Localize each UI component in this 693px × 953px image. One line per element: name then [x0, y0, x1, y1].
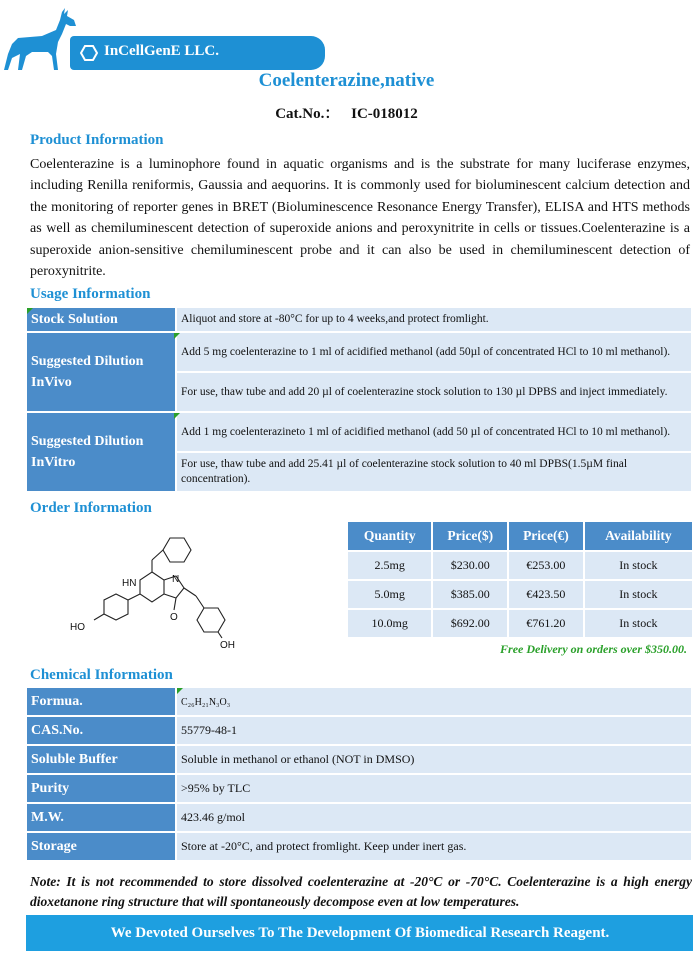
cell: €253.00: [509, 552, 583, 579]
structure-ho-label: HO: [70, 622, 85, 633]
cat-value: IC-018012: [351, 106, 418, 122]
col-price-eur: Price(€): [509, 522, 583, 550]
cas-label: CAS.No.: [27, 717, 175, 744]
buffer-label: Soluble Buffer: [27, 746, 175, 773]
cell: In stock: [585, 552, 692, 579]
purity-label: Purity: [27, 775, 175, 802]
structure-hn-label: HN: [122, 578, 137, 589]
stock-solution-value: Aliquot and store at -80°C for up to 4 weeks,and protect fromlight.: [177, 308, 691, 331]
chemical-structure-diagram: [60, 530, 260, 650]
cell: In stock: [585, 610, 692, 637]
table-row: [27, 717, 691, 744]
table-row: [27, 746, 691, 773]
table-row: [348, 581, 692, 608]
order-info-heading: Order Information: [30, 500, 152, 516]
invivo-step-1: Add 5 mg coelenterazine to 1 ml of acidified methanol (add 50µl of concentrated HCl to 10 ml methanol).: [177, 333, 691, 371]
invitro-label: Suggested Dilution InVitro: [27, 413, 175, 491]
structure-o-label: O: [170, 612, 178, 623]
catalog-number: [0, 102, 693, 123]
table-row: [27, 804, 691, 831]
buffer-value: Soluble in methanol or ethanol (NOT in DMSO): [177, 746, 691, 773]
product-description: Coelenterazine is a luminophore found in aquatic organisms and is the substrate for many luciferase enzymes, including Renilla reniformis, Gaussia and aequorins. It is commonly used for bioluminescent calcium detection and the monitoring of reporter genes in BRET (Bioluminescence Resonance Energy Transfer), ELISA and HTS methods as well as chemiluminescent detection of superoxide anions and peroxynitrite in cells or tissues.Coelenterazine is a superoxide anion-sensitive chemiluminescent probe and it can also be used in chemiluminescent detection of peroxynitrite.: [30, 157, 690, 280]
footer-banner: We Devoted Ourselves To The Development Of Biomedical Research Reagent.: [26, 915, 693, 951]
table-row: [27, 775, 691, 802]
mw-label: M.W.: [27, 804, 175, 831]
goat-logo-icon: [2, 8, 78, 72]
storage-label: Storage: [27, 833, 175, 860]
col-availability: Availability: [585, 522, 692, 550]
cell: $230.00: [433, 552, 507, 579]
table-row: [348, 552, 692, 579]
cell: 10.0mg: [348, 610, 431, 637]
table-row: [27, 688, 691, 715]
cell: 2.5mg: [348, 552, 431, 579]
chemical-info-heading: Chemical Information: [30, 667, 173, 683]
cas-value: 55779-48-1: [177, 717, 691, 744]
formula-value: C₂₆H₂₁N₃O₃: [177, 688, 691, 715]
usage-table: [25, 306, 693, 493]
company-banner: [70, 36, 325, 70]
structure-n-label: N: [172, 574, 180, 585]
table-row: [348, 610, 692, 637]
col-quantity: Quantity: [348, 522, 431, 550]
product-title: Coelenterazine,native: [258, 70, 435, 91]
col-price-usd: Price($): [433, 522, 507, 550]
company-name: InCellGenE LLC.: [104, 43, 220, 59]
formula-label: Formua.: [27, 688, 175, 715]
usage-info-heading: Usage Information: [30, 286, 151, 302]
invivo-label: Suggested Dilution InVivo: [27, 333, 175, 411]
table-row: [27, 833, 691, 860]
stock-solution-label: Stock Solution: [27, 308, 175, 331]
chemical-table: [25, 686, 693, 862]
structure-oh-label: OH: [220, 640, 235, 650]
cell: $385.00: [433, 581, 507, 608]
cat-label: Cat.No.：: [275, 106, 340, 122]
purity-value: >95% by TLC: [177, 775, 691, 802]
cell: €423.50: [509, 581, 583, 608]
hexagon-logo-icon: [80, 45, 98, 61]
mw-value: 423.46 g/mol: [177, 804, 691, 831]
cell: In stock: [585, 581, 692, 608]
invitro-step-1: Add 1 mg coelenterazineto 1 ml of acidified methanol (add 50 µl of concentrated HCl to 10 ml methanol).: [177, 413, 691, 451]
header: [0, 0, 693, 80]
storage-value: Store at -20°C, and protect fromlight. Keep under inert gas.: [177, 833, 691, 860]
free-delivery-note: Free Delivery on orders over $350.00.: [500, 642, 687, 656]
storage-note: Note: It is not recommended to store dissolved coelenterazine at -20°C or -70°C. Coelenterazine is a high energy dioxetanone ring structure that will spontaneously decompose even at low temperatures.: [30, 874, 692, 909]
order-table: [346, 520, 693, 639]
cell: €761.20: [509, 610, 583, 637]
invitro-step-2: For use, thaw tube and add 25.41 µl of coelenterazine stock solution to 40 ml DPBS(1.5µM final concentration).: [177, 453, 691, 491]
invivo-step-2: For use, thaw tube and add 20 µl of coelenterazine stock solution to 130 µl DPBS and inject immediately.: [177, 373, 691, 411]
cell: $692.00: [433, 610, 507, 637]
cell: 5.0mg: [348, 581, 431, 608]
product-info-heading: Product Information: [30, 132, 164, 148]
